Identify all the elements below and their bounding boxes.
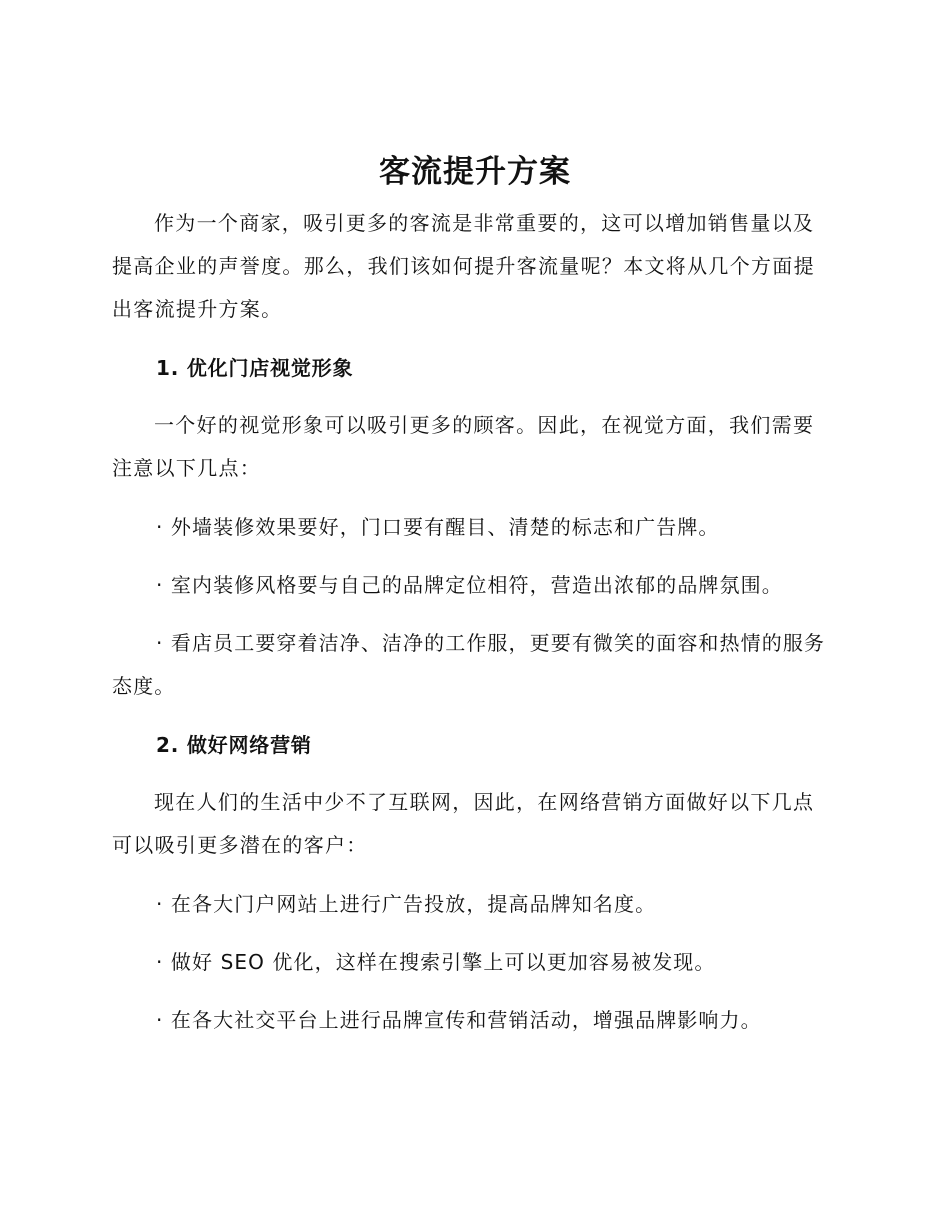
bullet-item: · 看店员工要穿着洁净、洁净的工作服，更要有微笑的面容和热情的服务态度。 [112, 631, 826, 698]
bullet-item: · 做好 SEO 优化，这样在搜索引擎上可以更加容易被发现。 [156, 950, 716, 974]
section-heading-visual-image: 1. 优化门店视觉形象 [156, 356, 354, 380]
document-title: 客流提升方案 [379, 154, 571, 190]
bullet-item: · 在各大社交平台上进行品牌宣传和营销活动，增强品牌影响力。 [156, 1008, 762, 1032]
bullet-item: · 在各大门户网站上进行广告投放，提高品牌知名度。 [156, 892, 657, 916]
intro-paragraph: 作为一个商家，吸引更多的客流是非常重要的，这可以增加销售量以及提高企业的声誉度。那么，我们该如何提升客流量呢？本文将从几个方面提出客流提升方案。 [112, 211, 815, 321]
bullet-item: · 外墙装修效果要好，门口要有醒目、清楚的标志和广告牌。 [156, 515, 720, 539]
section-paragraph-network-marketing: 现在人们的生活中少不了互联网，因此，在网络营销方面做好以下几点可以吸引更多潜在的客户： [112, 790, 815, 857]
section-paragraph-visual-image: 一个好的视觉形象可以吸引更多的顾客。因此，在视觉方面，我们需要注意以下几点： [112, 413, 815, 480]
bullet-item: · 室内装修风格要与自己的品牌定位相符，营造出浓郁的品牌氛围。 [156, 573, 783, 597]
section-heading-network-marketing: 2. 做好网络营销 [156, 733, 312, 757]
